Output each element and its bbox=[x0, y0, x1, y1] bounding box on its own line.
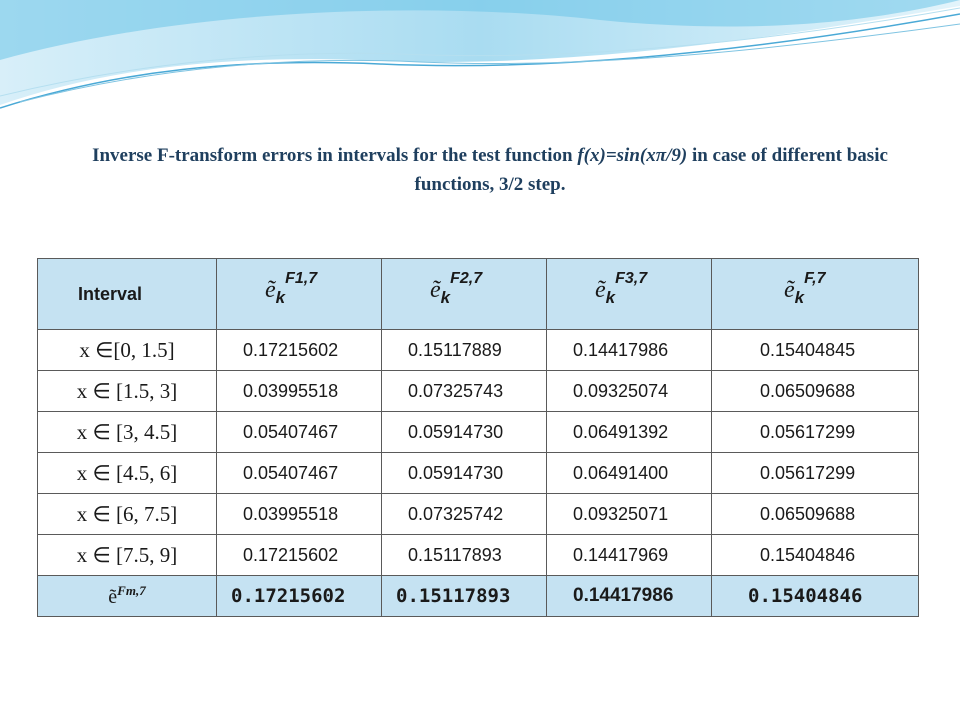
value-cell: 0.05914730 bbox=[382, 412, 547, 453]
value-cell: 0.15117889 bbox=[382, 330, 547, 371]
interval-cell: x ∈ [4.5, 6] bbox=[38, 453, 217, 494]
value-cell: 0.09325074 bbox=[547, 371, 712, 412]
value-cell: 0.09325071 bbox=[547, 494, 712, 535]
value-cell: 0.07325742 bbox=[382, 494, 547, 535]
value-cell: 0.05617299 bbox=[712, 412, 919, 453]
interval-cell: x ∈[0, 1.5] bbox=[38, 330, 217, 371]
value-cell: 0.07325743 bbox=[382, 371, 547, 412]
value-cell: 0.15117893 bbox=[382, 535, 547, 576]
value-cell: 0.06509688 bbox=[712, 371, 919, 412]
interval-cell: x ∈ [1.5, 3] bbox=[38, 371, 217, 412]
header-col-3: ẽkF3,7 bbox=[547, 259, 712, 330]
value-cell: 0.17215602 bbox=[217, 535, 382, 576]
footer-value: 0.15404846 bbox=[712, 576, 919, 617]
interval-cell: x ∈ [3, 4.5] bbox=[38, 412, 217, 453]
value-cell: 0.06491392 bbox=[547, 412, 712, 453]
footer-value: 0.15117893 bbox=[382, 576, 547, 617]
footer-symbol: ẽ$^{Fm,7}$ bbox=[38, 576, 217, 617]
value-cell: 0.03995518 bbox=[217, 494, 382, 535]
interval-cell: x ∈ [7.5, 9] bbox=[38, 535, 217, 576]
table-row bbox=[38, 453, 919, 494]
value-cell: 0.03995518 bbox=[217, 371, 382, 412]
value-cell: 0.05617299 bbox=[712, 453, 919, 494]
header-col-4: ẽkF,7 bbox=[712, 259, 919, 330]
table-footer-row bbox=[38, 576, 919, 617]
caption-function: f(x)=sin(xπ/9) bbox=[577, 145, 688, 166]
caption-text-after: in case of different basic functions, 3/2 step. bbox=[414, 145, 888, 195]
value-cell: 0.05407467 bbox=[217, 412, 382, 453]
footer-value: 0.17215602 bbox=[217, 576, 382, 617]
slide-caption bbox=[90, 141, 890, 199]
value-cell: 0.15404845 bbox=[712, 330, 919, 371]
table-row bbox=[38, 412, 919, 453]
table-row bbox=[38, 330, 919, 371]
header-col-2: ẽkF2,7 bbox=[382, 259, 547, 330]
value-cell: 0.06509688 bbox=[712, 494, 919, 535]
value-cell: 0.14417969 bbox=[547, 535, 712, 576]
value-cell: 0.05914730 bbox=[382, 453, 547, 494]
header-interval: Interval bbox=[38, 259, 217, 330]
footer-value: 0.14417986 bbox=[547, 576, 712, 617]
header-col-1: ẽkF1,7 bbox=[217, 259, 382, 330]
value-cell: 0.15404846 bbox=[712, 535, 919, 576]
table-header-row bbox=[38, 259, 919, 330]
value-cell: 0.14417986 bbox=[547, 330, 712, 371]
errors-table bbox=[37, 258, 919, 617]
table-row bbox=[38, 371, 919, 412]
wave-decoration bbox=[0, 0, 960, 120]
table-row bbox=[38, 535, 919, 576]
value-cell: 0.05407467 bbox=[217, 453, 382, 494]
caption-text-before: Inverse F-transform errors in intervals for the test function bbox=[92, 145, 578, 166]
value-cell: 0.17215602 bbox=[217, 330, 382, 371]
interval-cell: x ∈ [6, 7.5] bbox=[38, 494, 217, 535]
value-cell: 0.06491400 bbox=[547, 453, 712, 494]
table-row bbox=[38, 494, 919, 535]
